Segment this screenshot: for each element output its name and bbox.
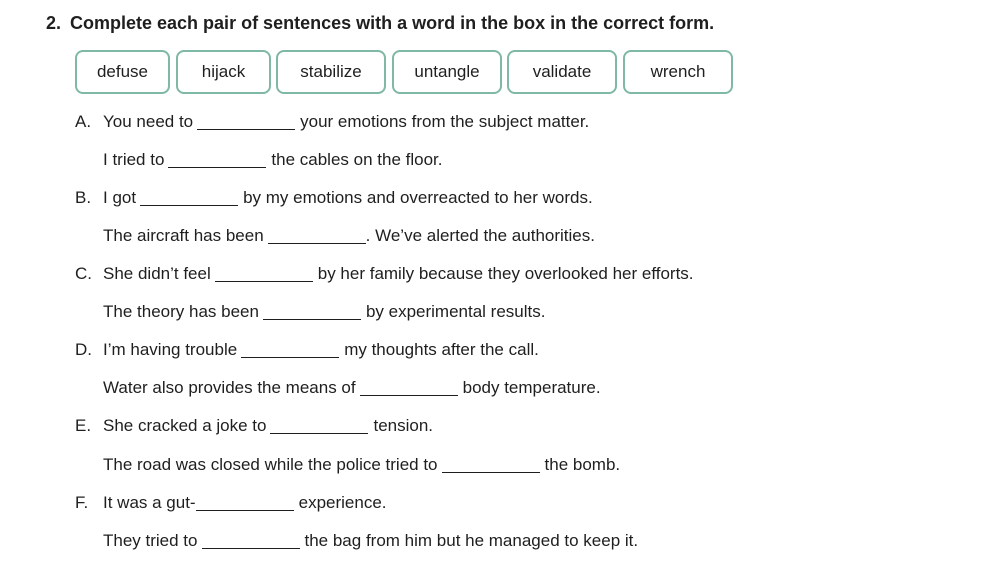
answer-blank[interactable] — [263, 318, 361, 320]
answer-blank[interactable] — [268, 242, 366, 244]
answer-blank[interactable] — [215, 280, 313, 282]
item-letter: B. — [75, 188, 92, 207]
sentence-c2 — [75, 302, 545, 328]
word-chip-defuse: defuse — [75, 50, 170, 94]
sentence-f2 — [75, 531, 638, 557]
sentence-e1 — [75, 416, 433, 442]
sentence-text-before: The aircraft has been — [103, 226, 264, 245]
answer-blank[interactable] — [360, 394, 458, 396]
sentence-text-before: The road was closed while the police tried to — [103, 455, 438, 474]
sentence-text-after: your emotions from the subject matter. — [300, 112, 590, 131]
sentence-b2 — [75, 226, 595, 252]
sentence-text-after: the bomb. — [544, 455, 621, 474]
sentence-text-after: by her family because they overlooked her efforts. — [317, 264, 694, 283]
sentence-text-after: by my emotions and overreacted to her words. — [243, 188, 593, 207]
sentence-text-after: body temperature. — [462, 378, 601, 397]
sentence-text-before: It was a gut- — [103, 493, 196, 512]
answer-blank[interactable] — [202, 547, 300, 549]
exercise-instruction — [46, 13, 714, 34]
word-chip-hijack: hijack — [176, 50, 271, 94]
answer-blank[interactable] — [270, 432, 368, 434]
answer-blank[interactable] — [197, 128, 295, 130]
item-letter: A. — [75, 112, 92, 131]
sentence-text-after: . We’ve alerted the authorities. — [365, 226, 595, 245]
sentence-text-after: tension. — [373, 416, 434, 435]
word-chip-stabilize: stabilize — [276, 50, 386, 94]
sentence-b1 — [75, 188, 593, 214]
sentence-a2 — [75, 150, 442, 176]
sentence-text-before: They tried to — [103, 531, 198, 550]
sentence-text-after: the bag from him but he managed to keep it. — [304, 531, 639, 550]
sentence-text-after: the cables on the floor. — [271, 150, 443, 169]
item-letter: F. — [75, 493, 89, 512]
sentence-text-before: I tried to — [103, 150, 165, 169]
sentence-text-before: She didn’t feel — [103, 264, 211, 283]
answer-blank[interactable] — [196, 509, 294, 511]
sentence-text-after: my thoughts after the call. — [344, 340, 539, 359]
answer-blank[interactable] — [241, 356, 339, 358]
answer-blank[interactable] — [168, 166, 266, 168]
answer-blank[interactable] — [140, 204, 238, 206]
sentence-text-before: She cracked a joke to — [103, 416, 267, 435]
word-chip-untangle: untangle — [392, 50, 502, 94]
instruction-text: Complete each pair of sentences with a word in the box in the correct form. — [70, 13, 715, 33]
sentence-f1 — [75, 493, 387, 519]
item-letter: E. — [75, 416, 92, 435]
answer-blank[interactable] — [442, 471, 540, 473]
sentence-text-before: The theory has been — [103, 302, 259, 321]
word-chip-validate: validate — [507, 50, 617, 94]
sentence-d2 — [75, 378, 601, 404]
sentence-text-after: experience. — [298, 493, 387, 512]
sentence-text-before: You need to — [103, 112, 194, 131]
exercise-number: 2. — [46, 13, 62, 33]
item-letter: D. — [75, 340, 92, 359]
sentence-text-after: by experimental results. — [365, 302, 546, 321]
sentence-d1 — [75, 340, 539, 366]
item-letter: C. — [75, 264, 92, 283]
sentence-text-before: I’m having trouble — [103, 340, 238, 359]
sentence-text-before: I got — [103, 188, 137, 207]
sentence-c1 — [75, 264, 694, 290]
sentence-text-before: Water also provides the means of — [103, 378, 356, 397]
word-chip-wrench: wrench — [623, 50, 733, 94]
sentence-a1 — [75, 112, 589, 138]
sentence-e2 — [75, 455, 620, 481]
